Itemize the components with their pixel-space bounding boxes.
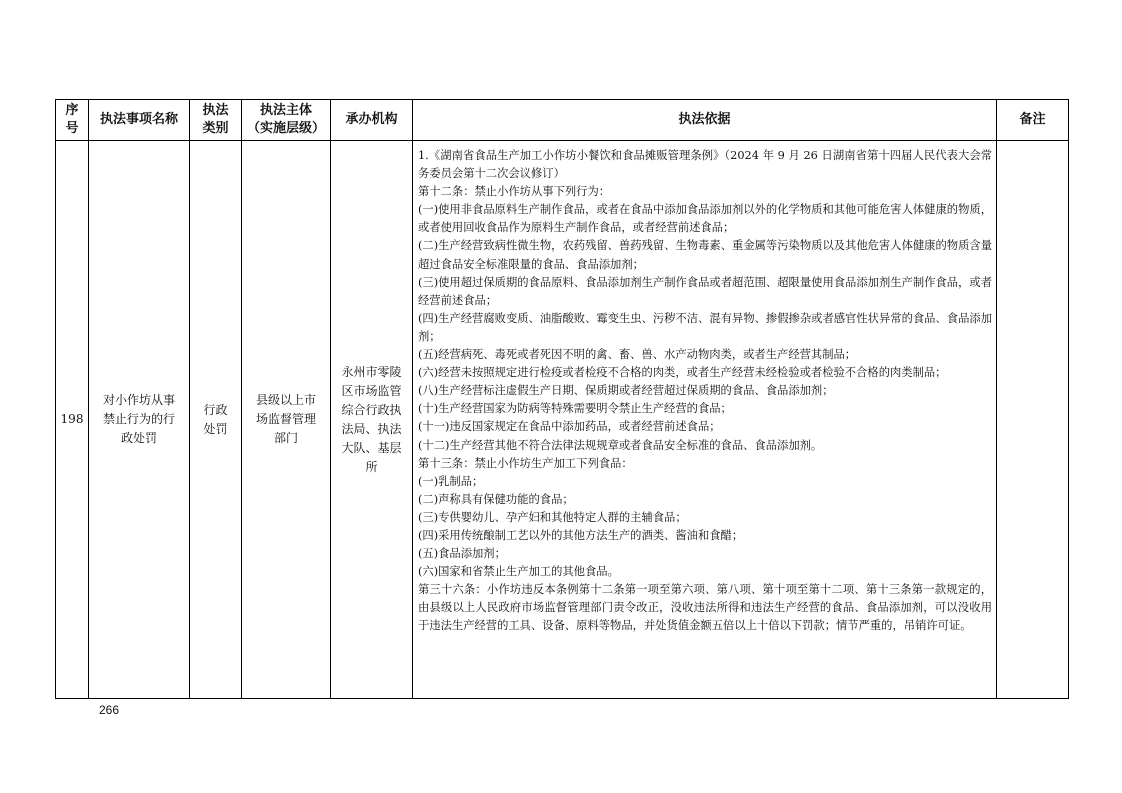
basis-paragraph-11: (十一)违反国家规定在食品中添加药品，或者经营前述食品；: [418, 420, 721, 434]
law-enforcement-table-container: [55, 99, 1069, 699]
header-category-line-1: 执法: [202, 103, 229, 118]
cell-subject: [242, 141, 331, 699]
cell-organization: [331, 141, 413, 699]
basis-paragraph-12: (十二)生产经营其他不符合法律法规规章或者食品安全标准的食品、食品添加剂。: [418, 438, 823, 452]
cell-item-name: [89, 141, 190, 699]
basis-paragraph-16: (三)专供婴幼儿、孕产妇和其他特定人群的主辅食品；: [418, 510, 687, 524]
basis-paragraph-14: (一)乳制品；: [418, 474, 484, 488]
basis-paragraph-8: (六)经营未按照规定进行检疫或者检疫不合格的肉类，或者生产经营未经检验或者检验不合格的肉类制品；: [418, 366, 947, 380]
basis-paragraph-5: (三)使用超过保质期的食品原料、食品添加剂生产制作食品或者超范围、超限量使用食品添加剂生产制作食品，或者经营前述食品；: [418, 275, 992, 307]
organization-text: 永州市零陵区市场监管综合行政执法局、执法大队、基层所: [341, 364, 402, 474]
basis-paragraph-19: (六)国家和省禁止生产加工的其他食品。: [418, 565, 619, 579]
header-basis: 执法依据: [413, 100, 997, 141]
law-enforcement-table: [55, 99, 1069, 699]
page-number: 266: [99, 703, 120, 717]
header-subject-line-2: （实施层级）: [246, 121, 325, 136]
header-category-line-2: 类别: [202, 121, 229, 136]
cell-remarks: [997, 141, 1069, 699]
basis-paragraph-13: 第十三条：禁止小作坊生产加工下列食品：: [418, 456, 633, 470]
header-category: [190, 100, 242, 141]
basis-paragraph-3: (一)使用非食品原料生产制作食品，或者在食品中添加食品添加剂以外的化学物质和其他可能危害人体健康的物质，或者使用回收食品作为原料生产制作食品，或者经营前述食品；: [418, 203, 992, 235]
header-subject-line-1: 执法主体: [259, 103, 312, 118]
cell-serial: 198: [56, 141, 89, 699]
header-serial-line-1: 序: [65, 103, 79, 118]
basis-paragraph-4: (二)生产经营致病性微生物，农药残留、兽药残留、生物毒素、重金属等污染物质以及其他危害人体健康的物质含量超过食品安全标准限量的食品、食品添加剂；: [418, 239, 992, 271]
header-row: [56, 100, 1069, 141]
header-serial: [56, 100, 89, 141]
basis-paragraph-7: (五)经营病死、毒死或者死因不明的禽、畜、兽、水产动物肉类，或者生产经营其制品；: [418, 348, 857, 362]
basis-paragraph-2: 第十二条：禁止小作坊从事下列行为：: [418, 185, 611, 199]
basis-paragraph-6: (四)生产经营腐败变质、油脂酸败、霉变生虫、污秽不洁、混有异物、掺假掺杂或者感官性状异常的食品、食品添加剂；: [418, 311, 992, 343]
header-organization: 承办机构: [331, 100, 413, 141]
cell-basis: [413, 141, 997, 699]
basis-paragraph-9: (八)生产经营标注虚假生产日期、保质期或者经营超过保质期的食品、食品添加剂；: [418, 384, 834, 398]
basis-paragraph-1: 1.《湖南省食品生产加工小作坊小餐饮和食品摊贩管理条例》（2024 年 9 月 26 日湖南省第十四届人民代表大会常务委员会第十二次会议修订）: [418, 149, 992, 181]
basis-paragraph-20: 第三十六条：小作坊违反本条例第十二条第一项至第六项、第八项、第十项至第十二项、第十三条第一款规定的，由县级以上人民政府市场监督管理部门责令改正，没收违法所得和违法生产经营的食品、食品添加剂，可以没收用于违法生产经营的工具、设备、原料等物品，并处货值金额五倍以上十倍以下罚款；情节严重的，吊销许可证。: [418, 583, 992, 633]
header-remarks: 备注: [997, 100, 1069, 141]
category-text: 行政处罚: [203, 402, 228, 436]
basis-paragraph-15: (二)声称具有保健功能的食品；: [418, 492, 574, 506]
header-serial-line-2: 号: [65, 121, 79, 136]
header-item-name: 执法事项名称: [89, 100, 190, 141]
basis-paragraph-17: (四)采用传统酿制工艺以外的其他方法生产的酒类、酱油和食醋；: [418, 528, 744, 542]
basis-paragraph-18: (五)食品添加剂；: [418, 547, 506, 561]
table-row: [56, 141, 1069, 699]
header-subject: [242, 100, 331, 141]
item-name-text: 对小作坊从事禁止行为的行政处罚: [102, 393, 175, 445]
basis-paragraph-10: (十)生产经营国家为防病等特殊需要明令禁止生产经营的食品；: [418, 402, 732, 416]
subject-text: 县级以上市场监督管理部门: [255, 393, 316, 445]
cell-category: [190, 141, 242, 699]
